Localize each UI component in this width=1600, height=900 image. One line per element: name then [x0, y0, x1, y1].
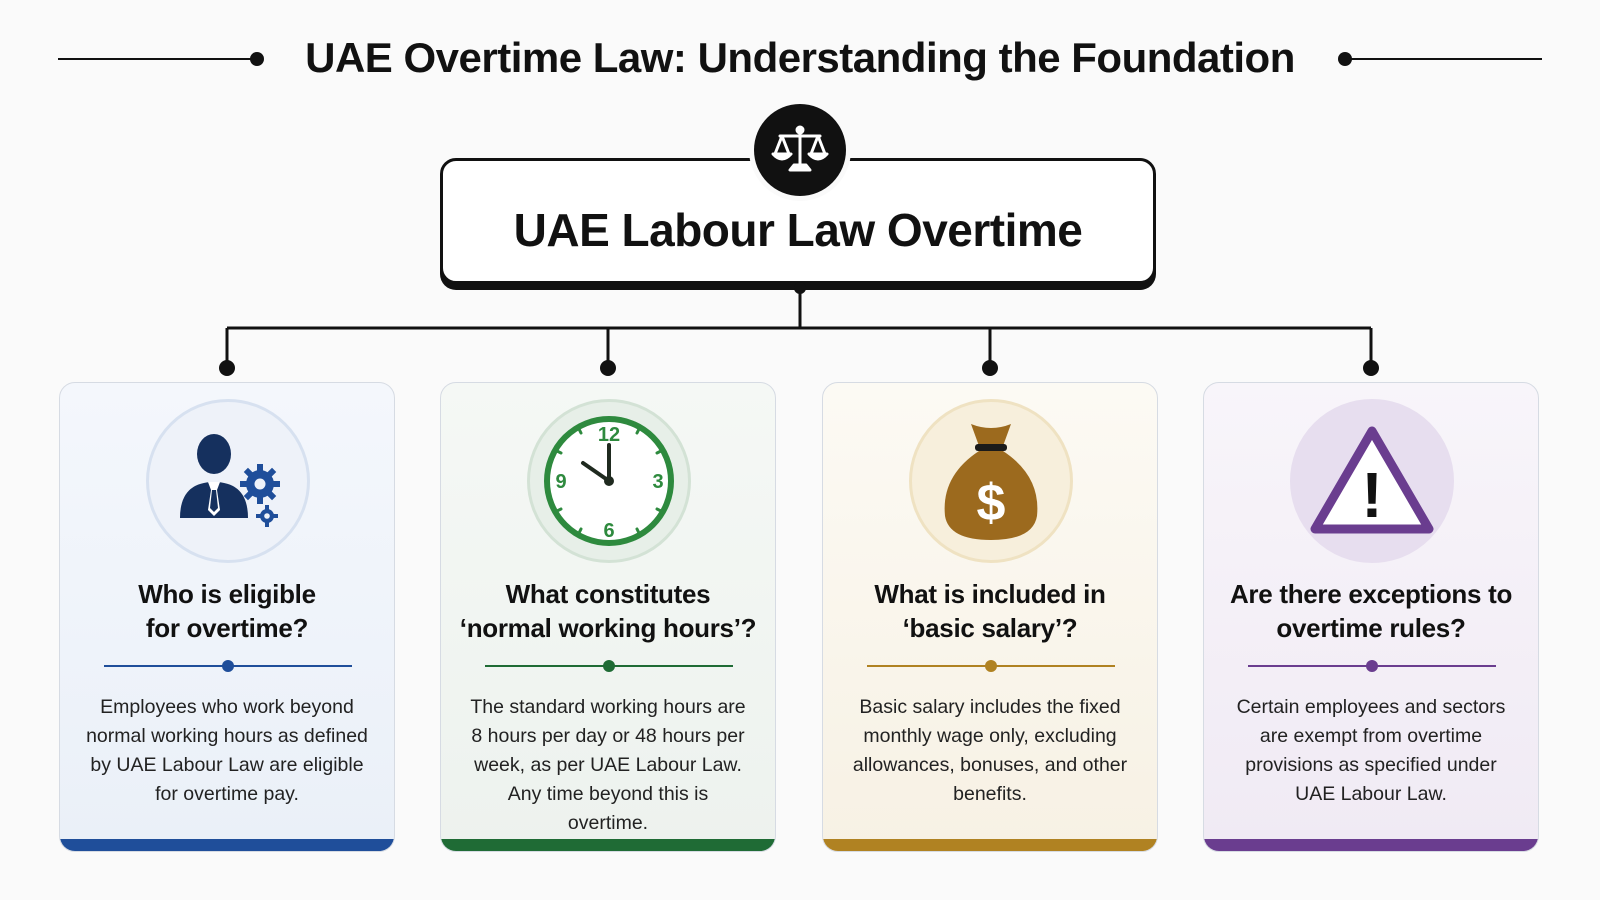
card-body: Employees who work beyond normal working hours as defined by UAE Labour Law are eligible for overtime pay.: [86, 696, 368, 805]
card-title-line: What is included in: [874, 579, 1106, 609]
card-title-line: overtime rules?: [1276, 613, 1466, 643]
card-body: Certain employees and sectors are exempt from overtime provisions as specified under UAE Labour Law.: [1236, 696, 1506, 805]
card-title-line: ‘basic salary’?: [902, 613, 1078, 643]
clock-number: 3: [652, 471, 664, 493]
page-title: UAE Overtime Law: Understanding the Foundation: [305, 34, 1295, 81]
connector-dot-4: [1363, 360, 1379, 376]
exclamation-mark: !: [1361, 459, 1383, 531]
card-body: The standard working hours are 8 hours per day or 48 hours per week, as per UAE Labour Law. Any time beyond this is overtime.: [470, 696, 746, 834]
card-title-line: Who is eligible: [138, 579, 316, 609]
clock-number: 9: [555, 471, 567, 493]
card-title-line: What constitutes: [505, 579, 711, 609]
connector-dot-2: [600, 360, 616, 376]
clock-number: 6: [603, 520, 615, 542]
card-body: Basic salary includes the fixed monthly wage only, excluding allowances, bonuses, and other benefits.: [852, 696, 1128, 805]
card-title-line: Are there exceptions to: [1229, 579, 1513, 609]
card-title-line: ‘normal working hours’?: [459, 613, 757, 643]
center-node-title: UAE Labour Law Overtime: [513, 204, 1083, 256]
clock-number: 12: [597, 424, 621, 446]
connector-dot-3: [982, 360, 998, 376]
connector-junction-dot: [794, 282, 806, 294]
scales-of-justice-icon: [754, 104, 846, 196]
dollar-sign: $: [976, 474, 1006, 532]
connector-dot-1: [219, 360, 235, 376]
card-title-line: for overtime?: [145, 613, 309, 643]
